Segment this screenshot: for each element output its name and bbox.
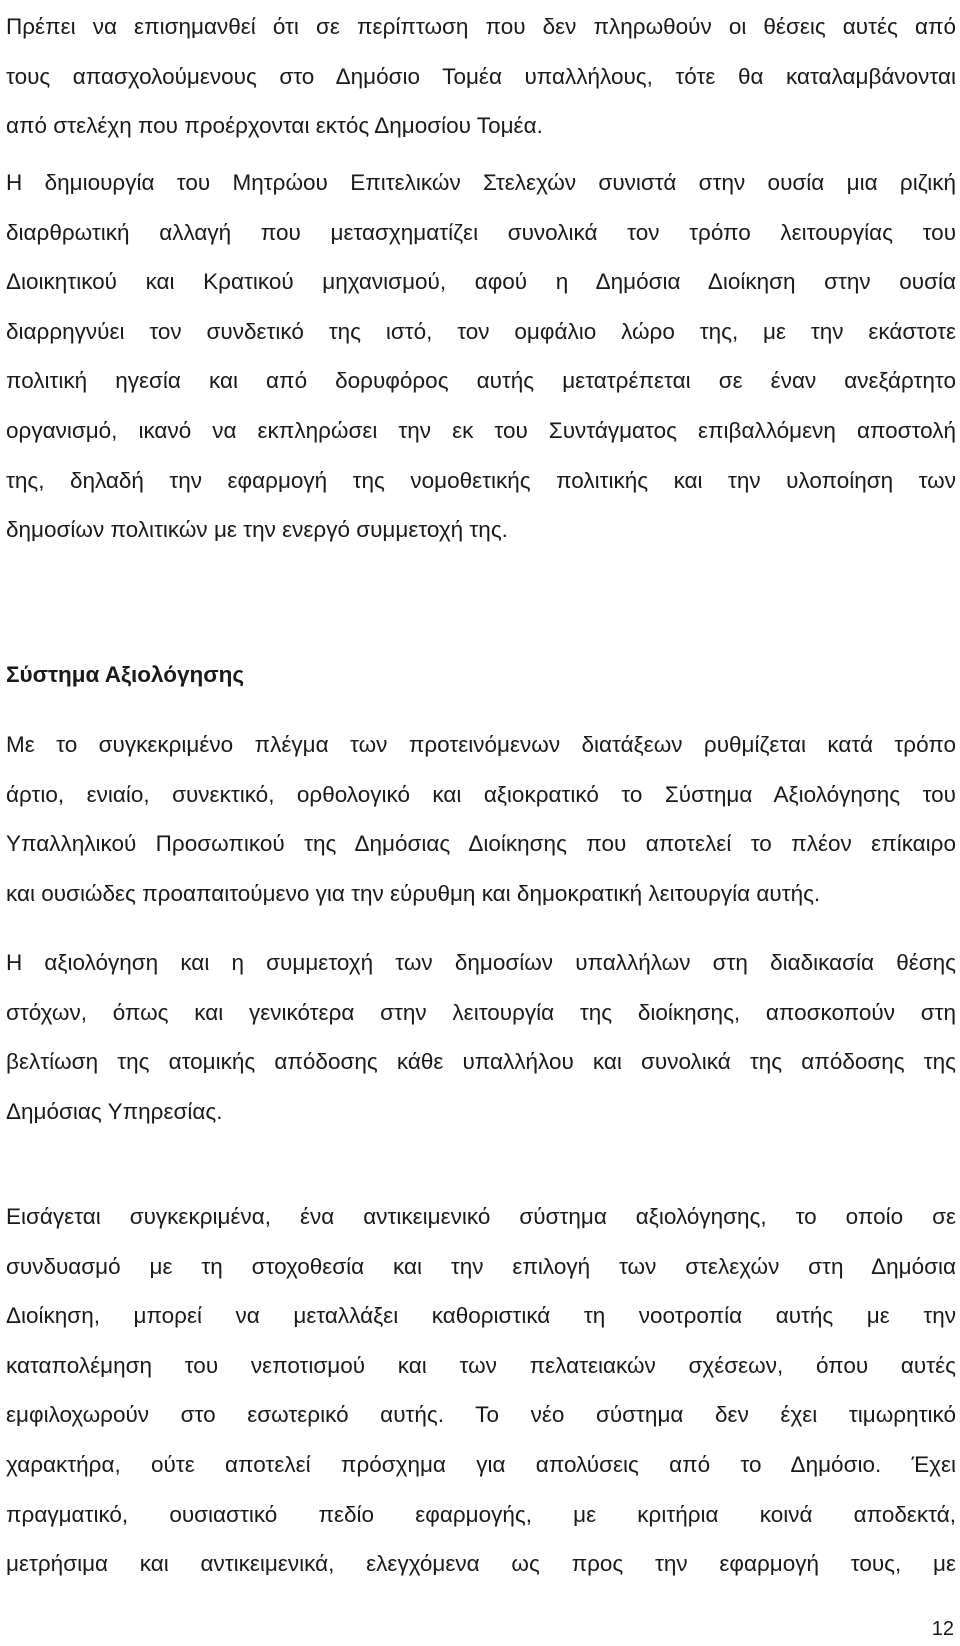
text-line: στόχων, όπως και γενικότερα στην λειτουργία της διοίκησης, αποσκοπούν στη [6, 999, 956, 1025]
text-line: καταπολέμηση του νεποτισμού και των πελατειακών σχέσεων, όπου αυτές [6, 1352, 956, 1378]
text-line: και ουσιώδες προαπαιτούμενο για την εύρυθμη και δημοκρατική λειτουργία αυτής. [6, 880, 821, 906]
paragraph-2 [6, 158, 956, 555]
paragraph-3 [6, 720, 956, 918]
text-line: από στελέχη που προέρχονται εκτός Δημοσίου Τομέα. [6, 113, 543, 139]
text-line: πολιτική ηγεσία και από δορυφόρος αυτής μετατρέπεται σε έναν ανεξάρτητο [6, 368, 956, 394]
page-number: 12 [931, 1618, 954, 1640]
text-line: διαρρηγνύει τον συνδετικό της ιστό, τον ομφάλιο λώρο της, με την εκάστοτε [6, 318, 956, 344]
text-line: εμφιλοχωρούν στο εσωτερικό αυτής. Το νέο σύστημα δεν έχει τιμωρητικό [6, 1402, 956, 1428]
text-line: Δημόσιας Υπηρεσίας. [6, 1098, 223, 1124]
text-line: δημοσίων πολιτικών με την ενεργό συμμετοχή της. [6, 517, 508, 543]
paragraph-5 [6, 1192, 956, 1589]
text-line: διαρθρωτική αλλαγή που μετασχηματίζει συνολικά τον τρόπο λειτουργίας του [6, 219, 956, 245]
text-line: Η αξιολόγηση και η συμμετοχή των δημοσίων υπαλλήλων στη διαδικασία θέσης [6, 950, 956, 975]
text-line: Διοίκηση, μπορεί να μεταλλάξει καθοριστικά τη νοοτροπία αυτής με την [6, 1303, 956, 1329]
text-line: Εισάγεται συγκεκριμένα, ένα αντικειμενικό σύστημα αξιολόγησης, το οποίο σε [6, 1204, 956, 1229]
text-line: Υπαλληλικού Προσωπικού της Δημόσιας Διοίκησης που αποτελεί το πλέον επίκαιρο [6, 831, 956, 857]
text-line: οργανισμό, ικανό να εκπληρώσει την εκ του Συντάγματος επιβαλλόμενη αποστολή [6, 417, 956, 443]
text-line: άρτιο, ενιαίο, συνεκτικό, ορθολογικό και αξιοκρατικό το Σύστημα Αξιολόγησης του [6, 781, 956, 807]
text-line: χαρακτήρα, ούτε αποτελεί πρόσχημα για απολύσεις από το Δημόσιο. Έχει [6, 1451, 956, 1477]
text-line: βελτίωση της ατομικής απόδοσης κάθε υπαλλήλου και συνολικά της απόδοσης της [6, 1049, 956, 1075]
text-line: μετρήσιμα και αντικειμενικά, ελεγχόμενα ως προς την εφαρμογή τους, με [6, 1551, 956, 1577]
text-line: Διοικητικού και Κρατικού μηχανισμού, αφού η Δημόσια Διοίκηση στην ουσία [6, 269, 956, 295]
text-line: συνδυασμό με τη στοχοθεσία και την επιλογή των στελεχών στη Δημόσια [6, 1253, 956, 1279]
paragraph-4 [6, 938, 956, 1136]
text-line: Η δημιουργία του Μητρώου Επιτελικών Στελεχών συνιστά στην ουσία μια ριζική [6, 170, 956, 195]
text-line: Με το συγκεκριμένο πλέγμα των προτεινόμενων διατάξεων ρυθμίζεται κατά τρόπο [6, 732, 956, 757]
text-line: Πρέπει να επισημανθεί ότι σε περίπτωση που δεν πληρωθούν οι θέσεις αυτές από [6, 14, 956, 39]
text-line: πραγματικό, ουσιαστικό πεδίο εφαρμογής, με κριτήρια κοινά αποδεκτά, [6, 1501, 956, 1527]
section-heading: Σύστημα Αξιολόγησης [6, 662, 245, 687]
text-line: της, δηλαδή την εφαρμογή της νομοθετικής πολιτικής και την υλοποίηση των [6, 467, 956, 493]
text-line: τους απασχολούμενους στο Δημόσιο Τομέα υπαλλήλους, τότε θα καταλαμβάνονται [6, 63, 956, 89]
paragraph-1 [6, 2, 956, 151]
